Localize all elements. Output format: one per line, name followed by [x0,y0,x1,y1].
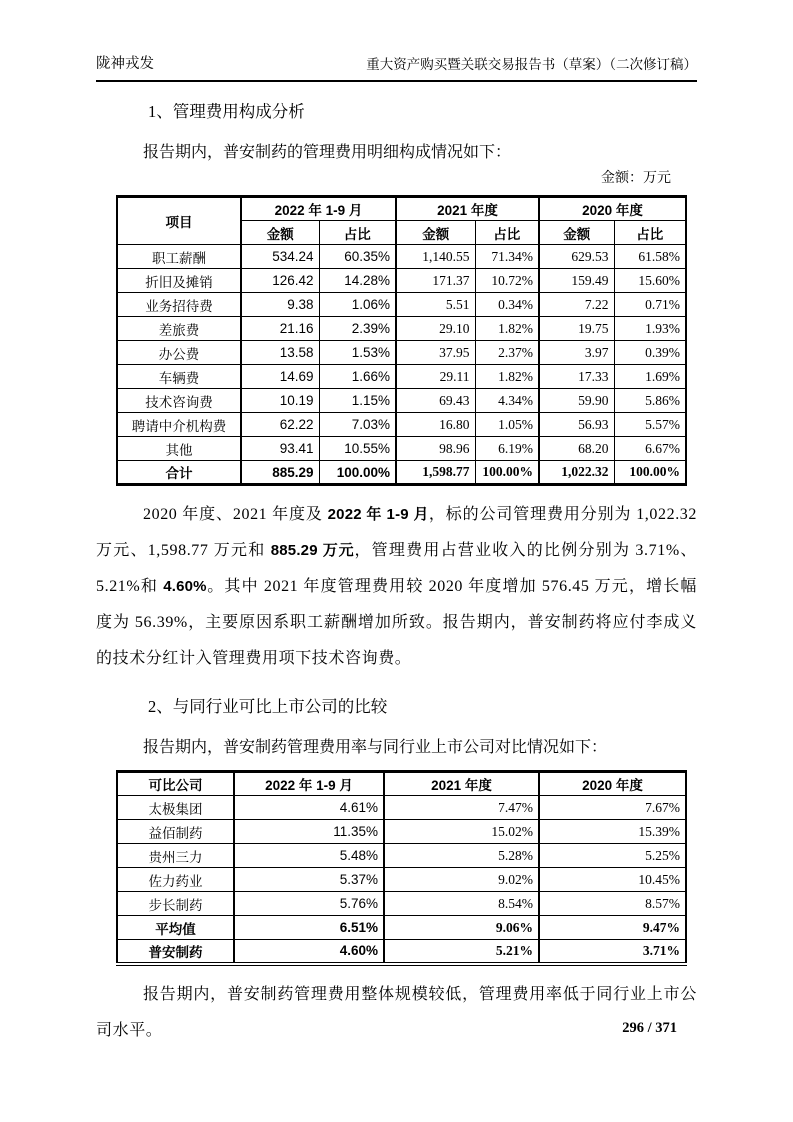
table-cell: 6.19% [475,437,539,461]
table-cell: 1,598.77 [396,461,475,485]
column-header-ratio: 占比 [475,221,539,245]
section-2-intro: 报告期内，普安制药管理费用率与同行业上市公司对比情况如下： [143,739,608,756]
table-row [117,413,686,437]
header-document-title: 重大资产购买暨关联交易报告书（草案）（二次修订稿） [366,57,697,72]
table-cell: 3.71% [539,940,686,964]
row-label: 聘请中介机构费 [117,413,241,437]
table-cell: 1.05% [475,413,539,437]
table-cell: 5.76% [234,892,384,916]
analysis-paragraph [96,497,697,677]
table-cell: 59.90 [539,389,614,413]
table-row [117,245,686,269]
table-cell: 0.71% [614,293,686,317]
table-cell: 29.10 [396,317,475,341]
table-cell: 885.29 [241,461,319,485]
table-cell: 69.43 [396,389,475,413]
row-label: 折旧及摊销 [117,269,241,293]
section-2-heading: 2、与同行业可比上市公司的比较 [148,697,388,716]
peer-comparison-table [116,770,687,966]
column-header-amount: 金额 [539,221,614,245]
comparison-table-body [117,796,686,964]
page-header [96,52,697,82]
header-company-name: 陇神戎发 [96,56,154,72]
table-cell: 62.22 [241,413,319,437]
table-cell: 4.61% [234,796,384,820]
table-cell: 126.42 [241,269,319,293]
table-cell: 21.16 [241,317,319,341]
table-cell: 534.24 [241,245,319,269]
table-row [117,317,686,341]
row-label: 车辆费 [117,365,241,389]
table-cell: 5.57% [614,413,686,437]
table-cell: 13.58 [241,341,319,365]
table-cell: 0.34% [475,293,539,317]
row-label: 办公费 [117,341,241,365]
table-cell: 171.37 [396,269,475,293]
table-cell: 2.39% [319,317,396,341]
row-label: 差旅费 [117,317,241,341]
table-row [117,820,686,844]
expense-composition-table [116,195,687,486]
table-cell: 5.21% [384,940,539,964]
table-cell: 61.58% [614,245,686,269]
row-label: 技术咨询费 [117,389,241,413]
table-cell: 19.75 [539,317,614,341]
table-cell: 29.11 [396,365,475,389]
table-cell: 37.95 [396,341,475,365]
row-label: 太极集团 [117,796,234,820]
table-cell: 17.33 [539,365,614,389]
row-label: 业务招待费 [117,293,241,317]
conclusion-paragraph: 报告期内，普安制药管理费用整体规模较低，管理费用率低于同行业上市公司水平。 [96,985,697,1039]
row-label: 平均值 [117,916,234,940]
table-cell: 5.86% [614,389,686,413]
table-cell: 16.80 [396,413,475,437]
column-header-ratio: 占比 [319,221,396,245]
table-row [117,293,686,317]
table-cell: 0.39% [614,341,686,365]
table-header-row [117,197,686,221]
table-cell: 8.54% [384,892,539,916]
table-cell: 5.25% [539,844,686,868]
table-cell: 15.39% [539,820,686,844]
table-cell: 7.03% [319,413,396,437]
table-cell: 10.45% [539,868,686,892]
table-cell: 2.37% [475,341,539,365]
table-row [117,437,686,461]
row-label: 职工薪酬 [117,245,241,269]
table-cell: 56.93 [539,413,614,437]
table-cell: 93.41 [241,437,319,461]
expense-table-body [117,245,686,485]
table-row [117,341,686,365]
table-cell: 100.00% [614,461,686,485]
table-cell: 60.35% [319,245,396,269]
table-cell: 98.96 [396,437,475,461]
text-run: 。其中 2021 年度管理费用较 2020 年度增加 576.45 万元，增长幅度为 56.39%，主要原因系职工薪酬增加所致。报告期内，普安制药将应付李成义的技术分红计入管理费用项下技术咨询费。 [96,578,697,667]
table-cell: 1.82% [475,365,539,389]
column-header-period-2020: 2020 年度 [539,772,686,796]
row-label: 普安制药 [117,940,234,964]
table-cell: 5.37% [234,868,384,892]
table-cell: 629.53 [539,245,614,269]
table-row [117,461,686,485]
table-cell: 10.55% [319,437,396,461]
table-cell: 3.97 [539,341,614,365]
table-cell: 100.00% [475,461,539,485]
table-row [117,796,686,820]
table-cell: 11.35% [234,820,384,844]
table-cell: 8.57% [539,892,686,916]
table-row [117,940,686,964]
emphasis-text: 885.29 万元 [270,542,355,559]
column-header-item: 项目 [117,197,241,245]
table-cell: 1.93% [614,317,686,341]
column-header-company: 可比公司 [117,772,234,796]
column-header-period-2020: 2020 年度 [539,197,686,221]
row-label: 益佰制药 [117,820,234,844]
column-header-ratio: 占比 [614,221,686,245]
row-label: 步长制药 [117,892,234,916]
section-1-heading: 1、管理费用构成分析 [148,102,305,121]
table-cell: 9.38 [241,293,319,317]
table-cell: 9.47% [539,916,686,940]
column-header-period-2021: 2021 年度 [384,772,539,796]
table-cell: 1.69% [614,365,686,389]
table-row [117,389,686,413]
text-run: ，管理费用占营业收入的比例分别为 3.71%、5.21%和 [96,542,697,595]
table-row [117,916,686,940]
emphasis-text: 2022 年 1-9 月 [327,506,429,523]
table-cell: 68.20 [539,437,614,461]
column-header-amount: 金额 [241,221,319,245]
column-header-period-2021: 2021 年度 [396,197,539,221]
table-cell: 6.67% [614,437,686,461]
table-row [117,892,686,916]
table-cell: 1,022.32 [539,461,614,485]
table-row [117,365,686,389]
row-label: 贵州三力 [117,844,234,868]
table-cell: 10.72% [475,269,539,293]
table-cell: 15.60% [614,269,686,293]
table-cell: 1.66% [319,365,396,389]
table-cell: 4.60% [234,940,384,964]
table-cell: 71.34% [475,245,539,269]
page-content [96,0,697,1049]
emphasis-text: 4.60% [163,578,207,595]
text-run: ，标的公司管理费用分别为 1,022.32 万元、1,598.77 万元和 [96,506,698,559]
table-cell: 1.82% [475,317,539,341]
table-cell: 5.48% [234,844,384,868]
row-label: 合计 [117,461,241,485]
table-cell: 7.22 [539,293,614,317]
table-cell: 7.47% [384,796,539,820]
table-cell: 1.15% [319,389,396,413]
table-cell: 159.49 [539,269,614,293]
table-row [117,269,686,293]
table-header-row [117,772,686,796]
table-cell: 5.51 [396,293,475,317]
row-label: 佐力药业 [117,868,234,892]
table-cell: 1.06% [319,293,396,317]
table-cell: 6.51% [234,916,384,940]
table-row [117,844,686,868]
table-row [117,868,686,892]
row-label: 其他 [117,437,241,461]
table-cell: 10.19 [241,389,319,413]
column-header-period-2022: 2022 年 1-9 月 [241,197,396,221]
table-cell: 14.28% [319,269,396,293]
table-cell: 15.02% [384,820,539,844]
table-cell: 14.69 [241,365,319,389]
column-header-amount: 金额 [396,221,475,245]
table-cell: 7.67% [539,796,686,820]
unit-note: 金额：万元 [601,171,671,186]
table-cell: 4.34% [475,389,539,413]
table-cell: 9.02% [384,868,539,892]
page-number: 296 / 371 [622,1020,677,1036]
table-cell: 100.00% [319,461,396,485]
table-cell: 1,140.55 [396,245,475,269]
table-cell: 9.06% [384,916,539,940]
text-run: 2020 年度、2021 年度及 [143,506,328,523]
table-cell: 5.28% [384,844,539,868]
column-header-period-2022: 2022 年 1-9 月 [234,772,384,796]
table-cell: 1.53% [319,341,396,365]
section-1-intro: 报告期内，普安制药的管理费用明细构成情况如下： [143,144,512,161]
